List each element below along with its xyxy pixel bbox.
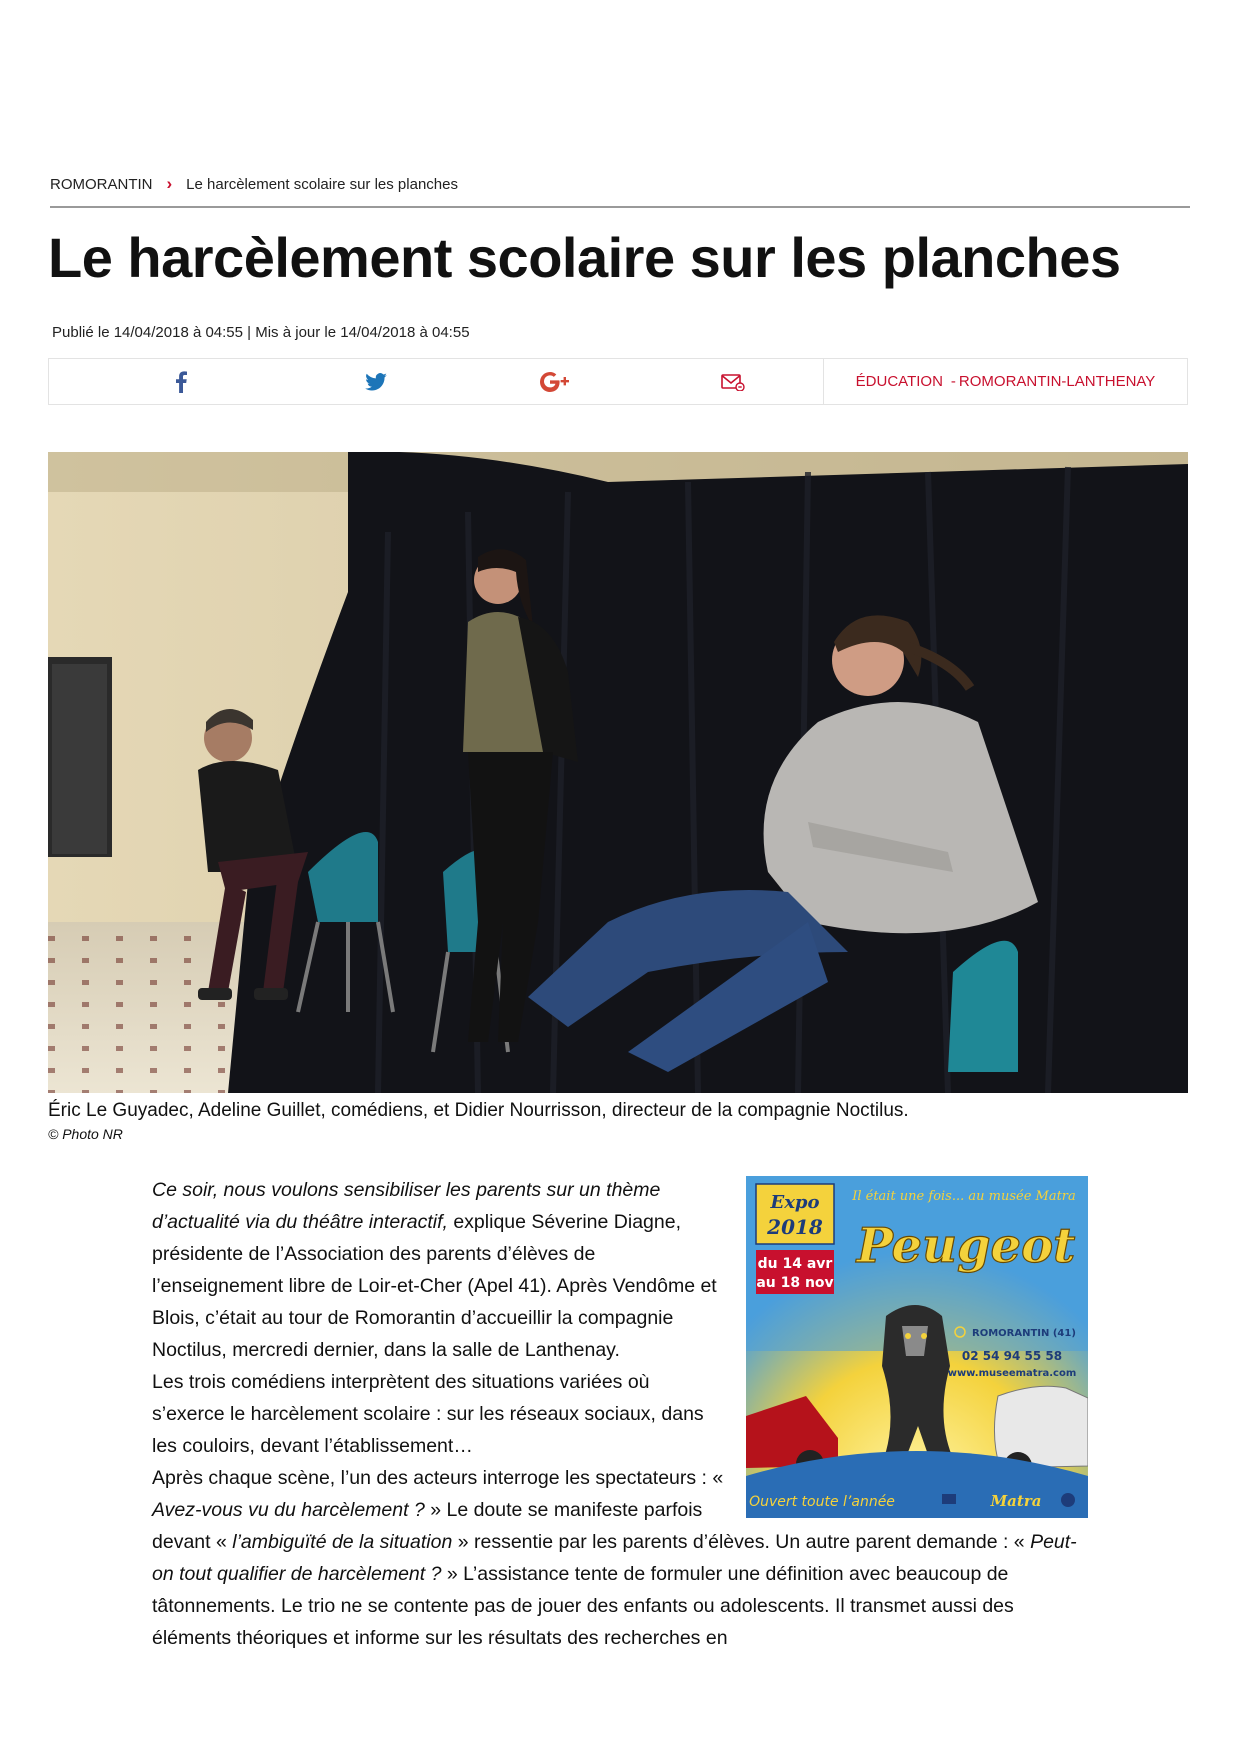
photo-caption: Éric Le Guyadec, Adeline Guillet, comédiens, et Didier Nourrisson, directeur de la compagnie Noctilus. bbox=[48, 1100, 909, 1121]
ad-expo-text: Expo bbox=[770, 1192, 820, 1213]
paragraph-3-text-d: » L’assistance tente de formuler une définition avec beaucoup de tâtonnements. Le trio ne se contente pas de jouer des enfants ou adolescents. Il transmet aussi des éléments théoriques et informe sur les résultats des recherches en bbox=[152, 1563, 1014, 1649]
ad-bottom-text: Ouvert toute l’année bbox=[749, 1494, 895, 1510]
ad-logo-text: Matra bbox=[990, 1492, 1042, 1510]
email-icon bbox=[721, 373, 745, 391]
page-title: Le harcèlement scolaire sur les planches bbox=[48, 226, 1121, 289]
breadcrumb bbox=[50, 176, 1190, 208]
share-bar bbox=[48, 358, 1188, 405]
tag-separator: - bbox=[950, 373, 956, 390]
ad-tagline: Il était une fois... au musée Matra bbox=[852, 1189, 1076, 1204]
breadcrumb-section-link[interactable]: ROMORANTIN bbox=[50, 176, 153, 193]
quote-intro: Ce soir, nous voulons sensibiliser les parents sur un thème d’actualité via du théâtre interactif, bbox=[152, 1179, 661, 1233]
chevron-right-icon: › bbox=[166, 174, 173, 193]
article-paragraph-2: Les trois comédiens interprètent des situations variées où s’exerce le harcèlement scolaire : sur les réseaux sociaux, dans les couloirs, devant l’établissement… bbox=[152, 1371, 704, 1457]
ad-website: www.museematra.com bbox=[947, 1368, 1077, 1379]
publication-date: Publié le 14/04/2018 à 04:55 | Mis à jour le 14/04/2018 à 04:55 bbox=[52, 324, 470, 341]
twitter-share-button[interactable] bbox=[356, 359, 396, 404]
quote-question-1: Avez-vous vu du harcèlement ? bbox=[152, 1499, 425, 1521]
advertisement-banner[interactable] bbox=[746, 1176, 1088, 1518]
facebook-share-button[interactable] bbox=[161, 359, 201, 404]
google-plus-icon bbox=[539, 371, 573, 393]
ad-dates-line1: du 14 avr bbox=[757, 1256, 833, 1272]
theatre-scene-image bbox=[48, 452, 1188, 1093]
tag-education-link[interactable]: ÉDUCATION bbox=[855, 373, 943, 390]
tag-location-link[interactable]: ROMORANTIN-LANTHENAY bbox=[958, 373, 1156, 390]
ad-brand: Peugeot bbox=[856, 1218, 1076, 1274]
paragraph-3-text-c: » ressentie par les parents d’élèves. Un autre parent demande : « bbox=[452, 1531, 1031, 1553]
quote-ambiguity: l’ambiguïté de la situation bbox=[232, 1531, 453, 1553]
paragraph-3-text-a: Après chaque scène, l’un des acteurs interroge les spectateurs : « bbox=[152, 1467, 724, 1489]
article-body bbox=[152, 1174, 1088, 1654]
ad-dates-line2: au 18 nov bbox=[756, 1275, 834, 1291]
google-plus-share-button[interactable] bbox=[530, 359, 582, 404]
paragraph-1-text: explique Séverine Diagne, présidente de l’Association des parents d’élèves de l’enseignement libre de Loir-et-Cher (Apel 41). Après Vendôme et Blois, c’était au tour de Romorantin d’accueillir la compagnie Noctilus, mercredi dernier, dans la salle de Lanthenay. bbox=[152, 1211, 717, 1361]
ad-phone: 02 54 94 55 58 bbox=[961, 1349, 1063, 1363]
facebook-icon bbox=[174, 371, 188, 393]
peugeot-expo-ad bbox=[746, 1176, 1088, 1518]
paragraph-3-text-b: » Le doute se manifeste parfois devant « bbox=[152, 1499, 703, 1553]
ad-location: ROMORANTIN (41) bbox=[972, 1328, 1076, 1339]
article-photo bbox=[48, 452, 1188, 1093]
quote-question-2: Peut-on tout qualifier de harcèlement ? bbox=[152, 1531, 1077, 1585]
breadcrumb-current: Le harcèlement scolaire sur les planches bbox=[186, 176, 458, 193]
ad-expo-year: 2018 bbox=[767, 1215, 823, 1239]
article-tags bbox=[823, 359, 1187, 404]
email-share-button[interactable] bbox=[713, 359, 753, 404]
twitter-icon bbox=[365, 373, 387, 391]
photo-credit: © Photo NR bbox=[48, 1126, 123, 1142]
